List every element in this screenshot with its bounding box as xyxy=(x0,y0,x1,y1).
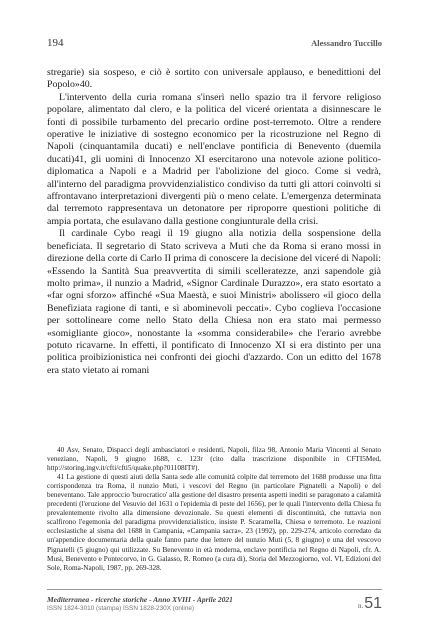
journal-title: Mediterranea - ricerche storiche - Anno XVIII - Aprile 2021 xyxy=(47,595,233,604)
issue-number-prefix: n. xyxy=(357,602,364,610)
issue-number-block xyxy=(358,595,382,613)
footnote-40: 40 Asv, Senato, Dispacci degli ambasciatori e residenti, Napoli, filza 98, Antonio Maria Vincenti al Senato veneziano, Napoli, 9 giugno 1688, c. 123r (cito dalla trascrizione disponibile in CFTI5Med, http://storing.ingv.it/cfti/cfti5/quake.php?01108IT#). xyxy=(47,446,381,473)
page-footer xyxy=(47,589,382,613)
footer-divider xyxy=(47,589,382,590)
body-paragraph: L'intervento della curia romana s'inserì nello spazio tra il fervore religioso popolare, alimentato dal clero, e la politica del viceré orientata a disinnescare le fonti di possibile turbamento del precario ordine post-terremoto. Oltre a rendere operative le iniziative di sostegno economico per la ricostruzione nel Regno di Napoli (cinquantamila ducati) e nell'enclave pontificia di Benevento (duemila ducati)41, gli uomini di Innocenzo XI esercitarono una notevole azione politico-diplomatica a Napoli e a Madrid per l'abolizione del gioco. Come si vedrà, all'interno del paradigma provvidenzialistico condiviso da tutti gli attori coinvolti si affrontavano interpretazioni divergenti più o meno celate. L'emergenza determinata dal terremoto rappresentava un detonatore per riproporre questioni politiche di ampia portata, che esulavano dalla gestione congiunturale della crisi. xyxy=(47,91,381,227)
body-text xyxy=(47,67,381,377)
running-head-author: Alessandro Tuccillo xyxy=(311,38,382,48)
body-paragraph: Il cardinale Cybo reagì il 19 giugno alla notizia della sospensione della beneficiata. Il segretario di Stato scriveva a Muti che da Roma si erano mossi in direzione della corte di Carlo II prima di conoscere la decisione del viceré di Napoli: «Essendo la Santità Sua preavvertita di simili scelleratezze, anzi sapendole già molto prima», il nunzio a Madrid, «Signor Cardinale Durazzo», era stato esortato a «far ogni sforzo» affinché «Sua Maestà, e suoi Ministri» abolissero «il gioco della Benefiziata ragione di tanti, e sì abominevoli peccati». Cybo coglieva l'occasione per sottolineare come nello Stato della Chiesa non era stato mai permesso «somigliante gioco», nonostante la «somma considerabile» che l'erario avrebbe potuto ricavarne. In effetti, il pontificato di Innocenzo XI si era distinto per una politica proibizionistica nei confronti dei giochi d'azzardo. Con un editto del 1678 era stato vietato ai romani xyxy=(47,228,381,376)
footnotes xyxy=(47,446,381,573)
footnote-41: 41 La gestione di questi aiuti della Santa sede alle comunità colpite dal terremoto del 1688 produsse una fitta corrispondenza tra Roma, il nunzio Muti, i vescovi del Regno (in particolare Pignatelli a Napoli) e del beneventano. Tale approccio 'burocratico' alla gestione del disastro presenta aspetti inediti se paragonato a calamità precedenti (l'eruzione del Vesuvio del 1631 o l'epidemia di peste del 1656), per le quali l'intervento della Chiesa fu prevalentemente rivolto alla dimensione devozionale. Su questi elementi di discontinuità, che tuttavia non scalfirono l'egemonia del paradigma provvidenzialistico, insiste P. Scaramella, Chiesa e terremoto. Le reazioni ecclesiastiche al sisma del 1688 in Campania, «Campania sacra», 23 (1992), pp. 229-274, articolo corredato da un'appendice documentaria della quale fanno parte due lettere del nunzio Muti (5, 8 giugno) e una del vescovo Pignatelli (5 giugno) qui utilizzate. Su Benevento in età moderna, enclave pontificia nel Regno di Napoli, cfr. A. Musi, Benevento e Pontecorvo, in G. Galasso, R. Romeo (a cura di), Storia del Mezzogiorno, vol. VI, Edizioni del Sole, Roma-Napoli, 1987, pp. 269-328. xyxy=(47,473,381,572)
page-header xyxy=(47,37,382,49)
issue-number: 51 xyxy=(364,595,382,612)
page-number: 194 xyxy=(47,37,64,49)
body-paragraph: stregarie) sia sospeso, e ciò è sortito con universale applauso, e benedittioni del Popolo»40. xyxy=(47,67,381,91)
issn-line: ISSN 1824-3010 (stampa) ISSN 1828-230X (online) xyxy=(47,605,195,612)
